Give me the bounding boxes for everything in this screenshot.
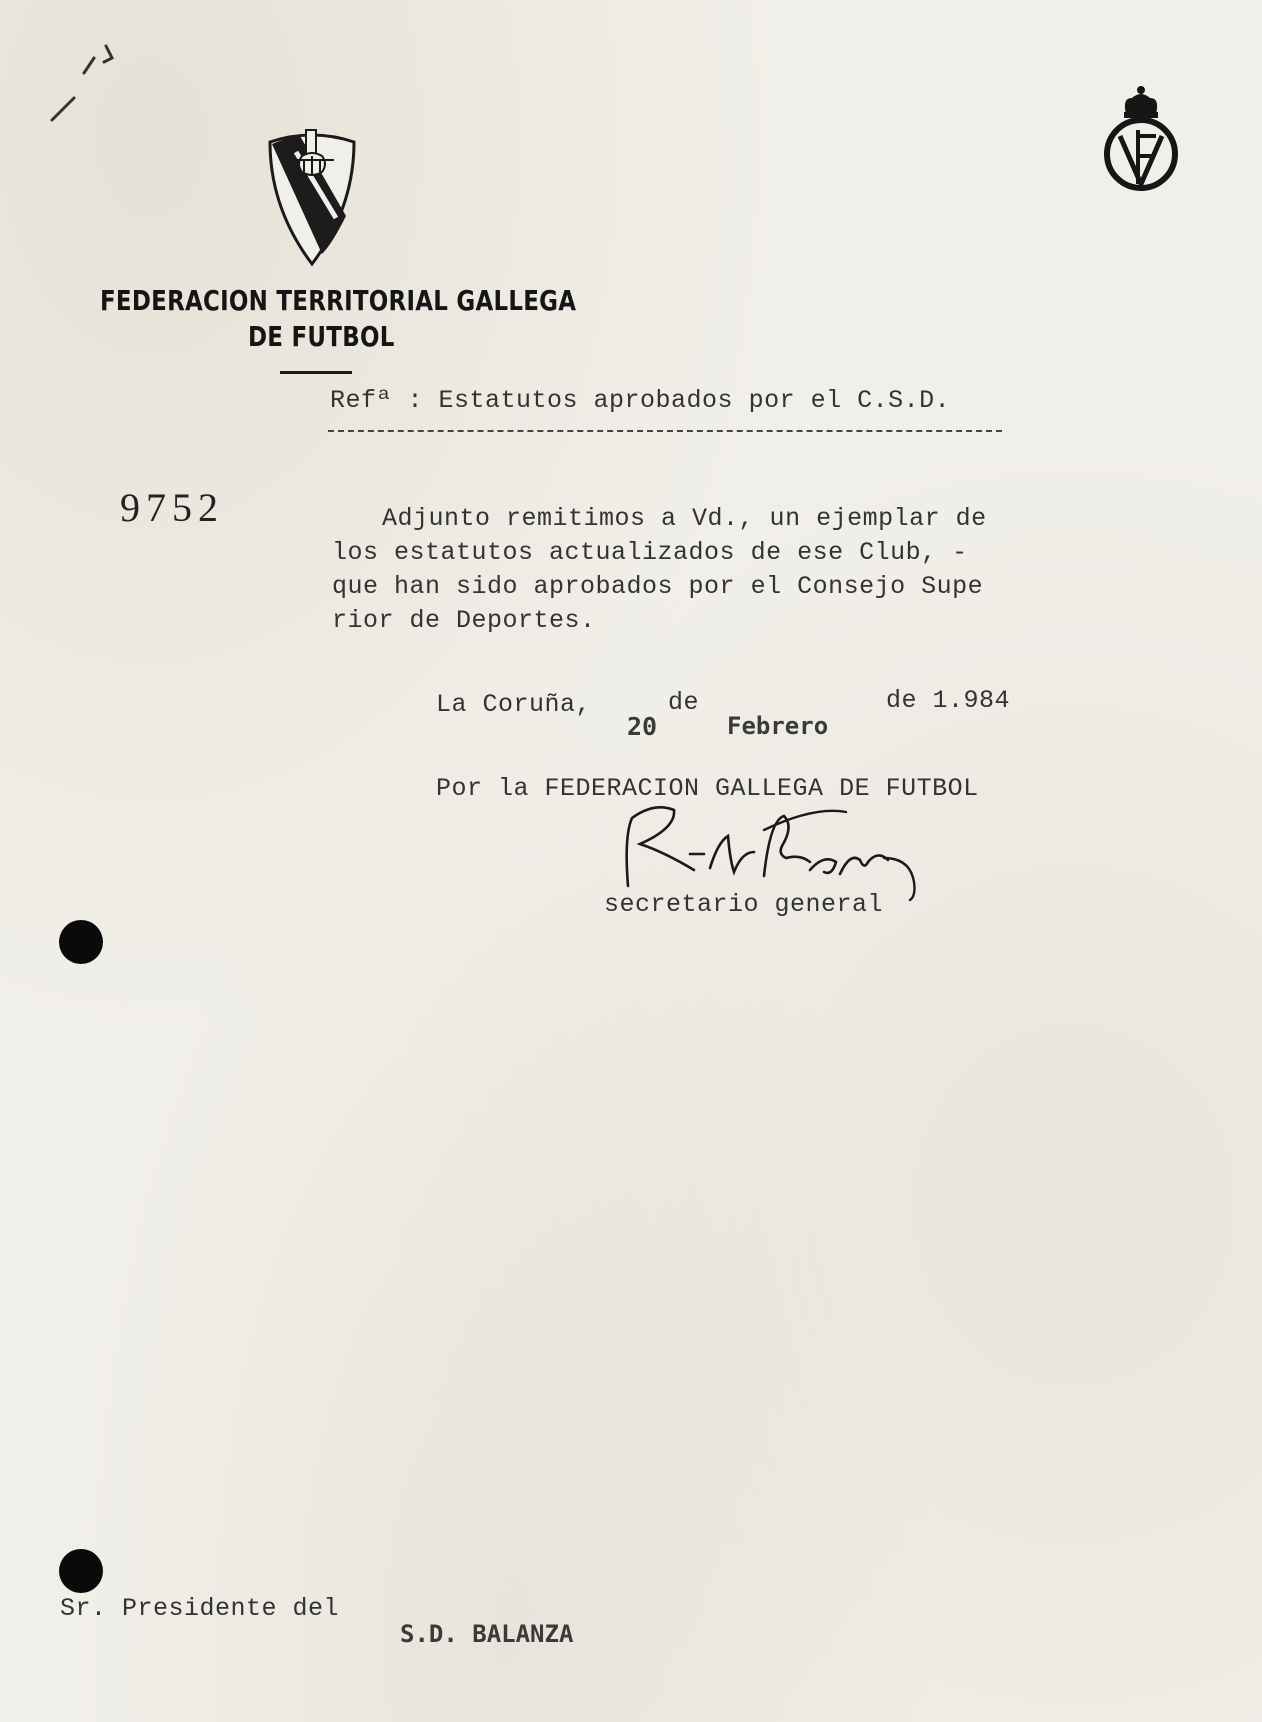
royal-spanish-football-federation-crest-icon [1100,84,1182,200]
pen-mark [44,38,124,128]
letterhead-rule [280,371,352,374]
body-line-1: Adjunto remitimos a Vd., un ejemplar de [382,504,987,533]
date-month: Febrero [727,712,829,740]
reference-line: Refª : Estatutos aprobados por el C.S.D. [330,386,951,415]
org-name-line2: DE FUTBOL [248,320,395,353]
reference-underline [328,430,1002,432]
punch-hole-lower [59,1549,103,1593]
body-line-3: que han sido aprobados por el Consejo Supe [332,572,984,601]
org-name-line1: FEDERACION TERRITORIAL GALLEGA [100,284,577,317]
body-line-2: los estatutos actualizados de ese Club, - [332,538,968,567]
addressee-club: S.D. BALANZA [400,1620,574,1648]
galician-federation-shield-icon [266,126,358,268]
date-day: 20 [627,712,658,741]
date-year: de 1.984 [886,686,1011,715]
signature-on-behalf: Por la FEDERACION GALLEGA DE FUTBOL [436,774,979,803]
punch-hole-upper [59,920,103,964]
body-line-4: rior de Deportes. [332,606,596,635]
date-de: de [668,688,700,717]
addressee-salutation: Sr. Presidente del [60,1594,340,1623]
registry-number: 9752 [120,485,224,530]
signature-title: secretario general [604,890,884,919]
date-place: La Coruña, [436,690,592,719]
